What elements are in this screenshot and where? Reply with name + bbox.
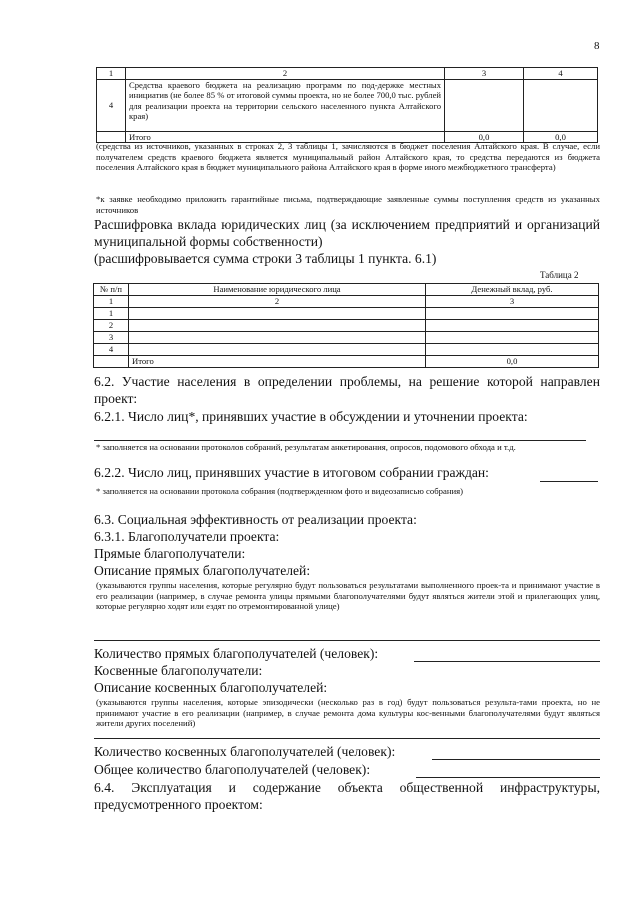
table2-caption: Таблица 2 (540, 270, 579, 280)
section-6-4: 6.4. Эксплуатация и содержание объекта общественной инфраструктуры, предусмотренного проектом: (94, 780, 600, 812)
section-6-3: 6.3. Социальная эффективность от реализации проекта: (94, 512, 417, 527)
t1-row-col4 (524, 79, 598, 131)
indirect-beneficiaries-title: Косвенные благополучатели: (94, 663, 263, 678)
t1-total-label: Итого (126, 131, 445, 143)
note-6-2-2: * заполняется на основании протокола собрания (подтвержденном фото и видеозаписью собрания) (96, 486, 464, 496)
t2-numbering-3: 3 (426, 296, 599, 308)
t2-row-num: 4 (94, 344, 129, 356)
t2-row-num: 3 (94, 332, 129, 344)
total-count-line (416, 777, 600, 778)
t2-row-amount (426, 332, 599, 344)
t2-total-blank (94, 356, 129, 368)
t2-row-amount (426, 320, 599, 332)
t2-row-amount (426, 344, 599, 356)
indirect-description-title: Описание косвенных благополучателей: (94, 680, 328, 695)
direct-description-note: (указываются группы населения, которые регулярно будут пользоваться результатами выполненного проек-та и принимают участие в его реализации (например, в случае ремонта улицы прямыми благополучателями будут являться жители этой и прилегающих улиц, которые регулярно ходят или ездят по отремонтированной улице) (96, 580, 600, 612)
t1-row-text: Средства краевого бюджета на реализацию программ по под-держке местных инициатив (не более 85 % от итоговой суммы проекта, но не более 700,0 тыс. рублей для реализации проекта на территории сельского населенного пункта Алтайского края) (126, 79, 445, 131)
direct-count-line (414, 661, 600, 662)
t1-header-2: 2 (126, 68, 445, 80)
note-guarantee: *к заявке необходимо приложить гарантийные письма, подтверждающие заявленные суммы поступления средств из указанных источников (96, 194, 600, 215)
total-count-label: Общее количество благополучателей (человек): (94, 762, 371, 777)
t2-row-num: 2 (94, 320, 129, 332)
t1-row-col3 (445, 79, 524, 131)
t2-row-name (129, 308, 426, 320)
direct-description-line (94, 640, 600, 641)
legal-entities-table (93, 283, 599, 368)
t1-total-col3: 0,0 (445, 131, 524, 143)
direct-count-label: Количество прямых благополучателей (человек): (94, 646, 379, 661)
t2-total-label: Итого (129, 356, 426, 368)
t2-numbering-2: 2 (129, 296, 426, 308)
indirect-description-note: (указываются группы населения, которые эпизодически (несколько раз в год) будут пользоваться результа-тами проекта, но не принимают участие в его реализации (например, в случае ремонта дома культуры кос-венными благополучателями будут являться жители других поселений) (96, 697, 600, 729)
section-6-3-1: 6.3.1. Благополучатели проекта: (94, 529, 280, 544)
breakdown-heading: Расшифровка вклада юридических лиц (за исключением предприятий и организаций муниципальной формы собственности) (94, 217, 600, 249)
indirect-count-label: Количество косвенных благополучателей (человек): (94, 744, 396, 759)
t2-header-name: Наименование юридического лица (129, 284, 426, 296)
t2-row-num: 1 (94, 308, 129, 320)
t1-header-3: 3 (445, 68, 524, 80)
t2-row-name (129, 332, 426, 344)
indirect-description-line (94, 738, 600, 739)
t2-row-amount (426, 308, 599, 320)
breakdown-subheading: (расшифровывается сумма строки 3 таблицы 1 пункта. 6.1) (94, 251, 437, 266)
final-meeting-line (540, 481, 598, 482)
t2-row-name (129, 344, 426, 356)
indirect-count-line (432, 759, 600, 760)
t2-row-name (129, 320, 426, 332)
note-6-2-1: * заполняется на основании протоколов собраний, результатам анкетирования, опросов, подомового обхода и т.д. (96, 442, 516, 452)
direct-beneficiaries-title: Прямые благополучатели: (94, 546, 246, 561)
t1-row-number: 4 (97, 79, 126, 131)
t1-header-4: 4 (524, 68, 598, 80)
t2-header-amount: Денежный вклад, руб. (426, 284, 599, 296)
t2-numbering-1: 1 (94, 296, 129, 308)
section-6-2-2: 6.2.2. Число лиц, принявших участие в итоговом собрании граждан: (94, 465, 489, 480)
page-number: 8 (594, 40, 600, 52)
section-6-2-1: 6.2.1. Число лиц*, принявших участие в обсуждении и уточнении проекта: (94, 409, 528, 424)
t2-header-num: № п/п (94, 284, 129, 296)
t1-header-1: 1 (97, 68, 126, 80)
funding-table (96, 67, 598, 143)
t1-total-col4: 0,0 (524, 131, 598, 143)
note-sources: (средства из источников, указанных в строках 2, 3 таблицы 1, зачисляются в бюджет поселения Алтайского края. В случае, если получателем средств краевого бюджета является муниципальный район Алтайского края, то средства передаются из бюджета поселения Алтайского края в бюджет муниципального района Алтайского края в форме иного межбюджетного трансферта) (96, 141, 600, 173)
direct-description-title: Описание прямых благополучателей: (94, 563, 311, 578)
participants-line (94, 440, 586, 441)
section-6-2: 6.2. Участие населения в определении проблемы, на решение которой направлен проект: (94, 374, 600, 406)
t2-total-value: 0,0 (426, 356, 599, 368)
